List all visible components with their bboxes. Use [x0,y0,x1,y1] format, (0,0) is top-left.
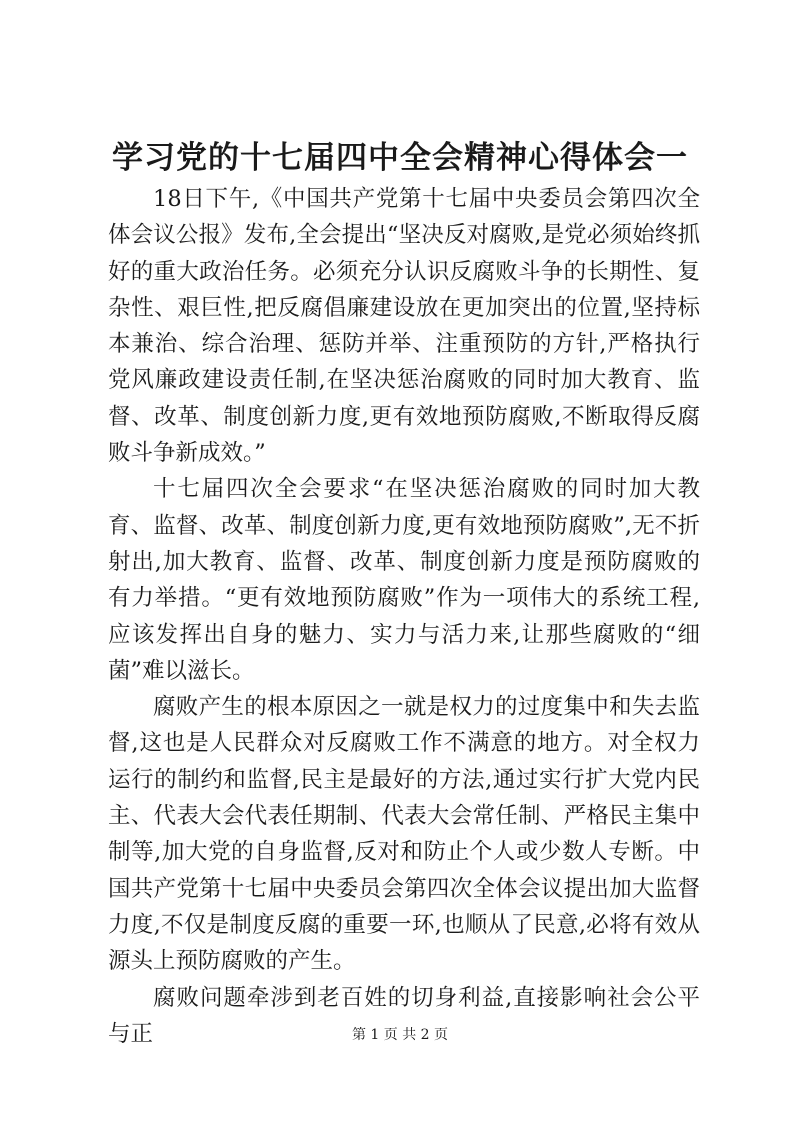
page-number-footer: 第 1 页 共 2 页 [351,1027,449,1043]
paragraph-4: 腐败问题牵涉到老百姓的切身利益,直接影响社会公平与正 [108,984,700,1047]
paragraph-3: 腐败产生的根本原因之一就是权力的过度集中和失去监督,这也是人民群众对反腐败工作不满意的地方。对全权力运行的制约和监督,民主是最好的方法,通过实行扩大党内民主、代表大会代表任期制、代表大会常任制、严格民主集中制等,加大党的自身监督,反对和防止个人或少数人专断。中国共产党第十七届中央委员会第四次全体会议提出加大监督力度,不仅是制度反腐的重要一环,也顺从了民意,必将有效从源头上预防腐败的产生。 [108,694,700,975]
document-title: 学习党的十七届四中全会精神心得体会一 [112,140,688,176]
document-body [108,181,700,1052]
paragraph-1: 18日下午,《中国共产党第十七届中央委员会第四次全体会议公报》发布,全会提出“坚决反对腐败,是党必须始终抓好的重大政治任务。必须充分认识反腐败斗争的长期性、复杂性、艰巨性,把反腐倡廉建设放在更加突出的位置,坚持标本兼治、综合治理、惩防并举、注重预防的方针,严格执行党风廉政建设责任制,在坚决惩治腐败的同时加大教育、监督、改革、制度创新力度,更有效地预防腐败,不断取得反腐败斗争新成效。” [108,186,700,467]
paragraph-2: 十七届四次全会要求“在坚决惩治腐败的同时加大教育、监督、改革、制度创新力度,更有效地预防腐败”,无不折射出,加大教育、监督、改革、制度创新力度是预防腐败的有力举措。“更有效地预防腐败”作为一项伟大的系统工程,应该发挥出自身的魅力、实力与活力来,让那些腐败的“细菌”难以滋长。 [108,476,700,684]
